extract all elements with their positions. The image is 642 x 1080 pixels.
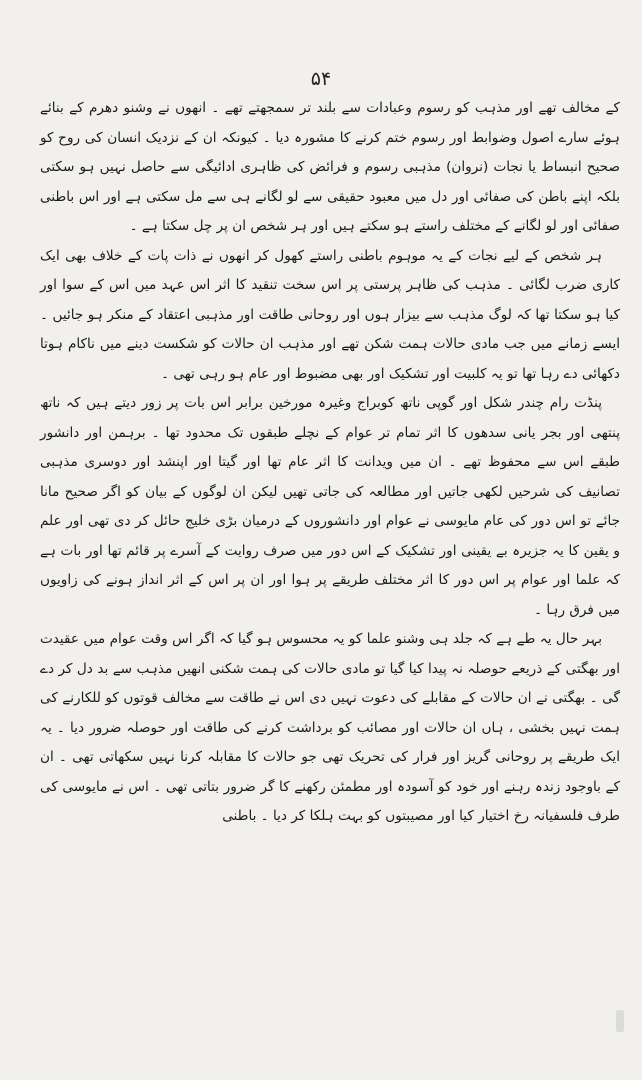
paragraph-1: کے مخالف تھے اور مذہب کو رسوم وعبادات سے بلند تر سمجھتے تھے ۔ انھوں نے وشنو دھرم کے بنائے ہوئے سارے اصول وضوابط اور رسوم ختم کرنے کا مشورہ دیا ۔ کیونکہ ان کے نزدیک انسان کی روح کو صحیح انبساط یا نجات (نروان) مذہبی رسوم و فرائض کی ظاہری ادائیگی سے حاصل نہیں ہو سکتی بلکہ اپنے باطن کی صفائی اور دل میں معبود حقیقی سے لو لگانے ہی سے مل سکتی ہے اور اس باطنی صفائی اور لو لگانے کے مختلف راستے ہو سکتے ہیں اور ہر شخص ان پر چل سکتا ہے ۔ bbox=[40, 100, 620, 234]
paragraph-3: پنڈت رام چندر شکل اور گوپی ناتھ کوبراج وغیرہ مورخین برابر اس بات پر زور دیتے ہیں کہ ناتھ پنتھی اور بجر یانی سدھوں کا اثر تمام تر عوام کے نچلے طبقوں تک محدود تھا ۔ برہمن اور دانشور طبقے اس سے محفوظ تھے ۔ ان میں ویدانت کا اثر عام تھا اور گیتا اور اپنشد اور دوسری مذہبی تصانیف کی شرحیں لکھی جاتیں اور مطالعہ کی جاتی تھیں لیکن ان لوگوں کے بیان کو اگر صحیح مانا جائے تو اس دور کی عام مایوسی نے عوام اور دانشوروں کے درمیان بڑی خلیج حائل کر دی تھی اور علم و یقین کا یہ جزیرہ بے یقینی اور تشکیک کے اس دور میں صرف روایت کے آسرے پر قائم تھا اور بات ہے کہ علما اور عوام پر اس دور کا اثر مختلف طریقے پر ہوا اور ان پر اس کے اثر انداز ہونے کی زاویوں میں فرق رہا ۔ bbox=[40, 395, 620, 618]
paragraph-4: بہر حال یہ طے ہے کہ جلد ہی وشنو علما کو یہ محسوس ہو گیا کہ اگر اس وقت عوام میں عقیدت اور بھگتی کے ذریعے حوصلہ نہ پیدا کیا گیا تو مادی حالات کی ہمت شکنی انھیں مذہب سے بد دل کر دے گی ۔ بھگتی نے ان حالات کے مقابلے کی دعوت نہیں دی اس نے طاقت سے مخالف قوتوں کو للکارنے کی ہمت نہیں بخشی ، ہاں ان حالات اور مصائب کو برداشت کرنے کی طاقت اور حوصلہ ضرور دیا ۔ یہ ایک طریقے پر روحانی گریز اور فرار کی تحریک تھی جو حالات کا مقابلہ کرنا نہیں سکھاتی تھی ۔ ان کے باوجود زندہ رہنے اور خود کو آسودہ اور مطمئن رکھنے کا گر ضرور بتاتی تھی ۔ اس نے مایوسی کی طرف فلسفیانہ رخ اختیار کیا اور مصیبتوں کو بہت ہلکا کر دیا ۔ باطنی bbox=[40, 631, 620, 824]
page-edge-mark bbox=[616, 1010, 624, 1032]
body-text bbox=[40, 94, 620, 832]
paragraph-2: ہر شخص کے لیے نجات کے یہ موہوم باطنی راستے کھول کر انھوں نے ذات پات کے خلاف بھی ایک کاری ضرب لگائی ۔ مذہب کی ظاہر پرستی پر اس سخت تنقید کا اثر اس عہد میں اس کے سوا اور کیا ہو سکتا تھا کہ لوگ مذہب سے بیزار ہوں اور روحانی طاقت اور مذہبی اعتقاد کے منکر ہو جائیں ۔ ایسے زمانے میں جب مادی حالات ہمت شکن تھے اور مذہب ان حالات کو شکست دینے میں ناکام ہوتا دکھائی دے رہا تھا تو یہ کلبیت اور تشکیک اور بھی مضبوط اور عام ہو رہی تھی ۔ bbox=[40, 247, 620, 382]
page-number: ۵۴ bbox=[310, 68, 332, 90]
